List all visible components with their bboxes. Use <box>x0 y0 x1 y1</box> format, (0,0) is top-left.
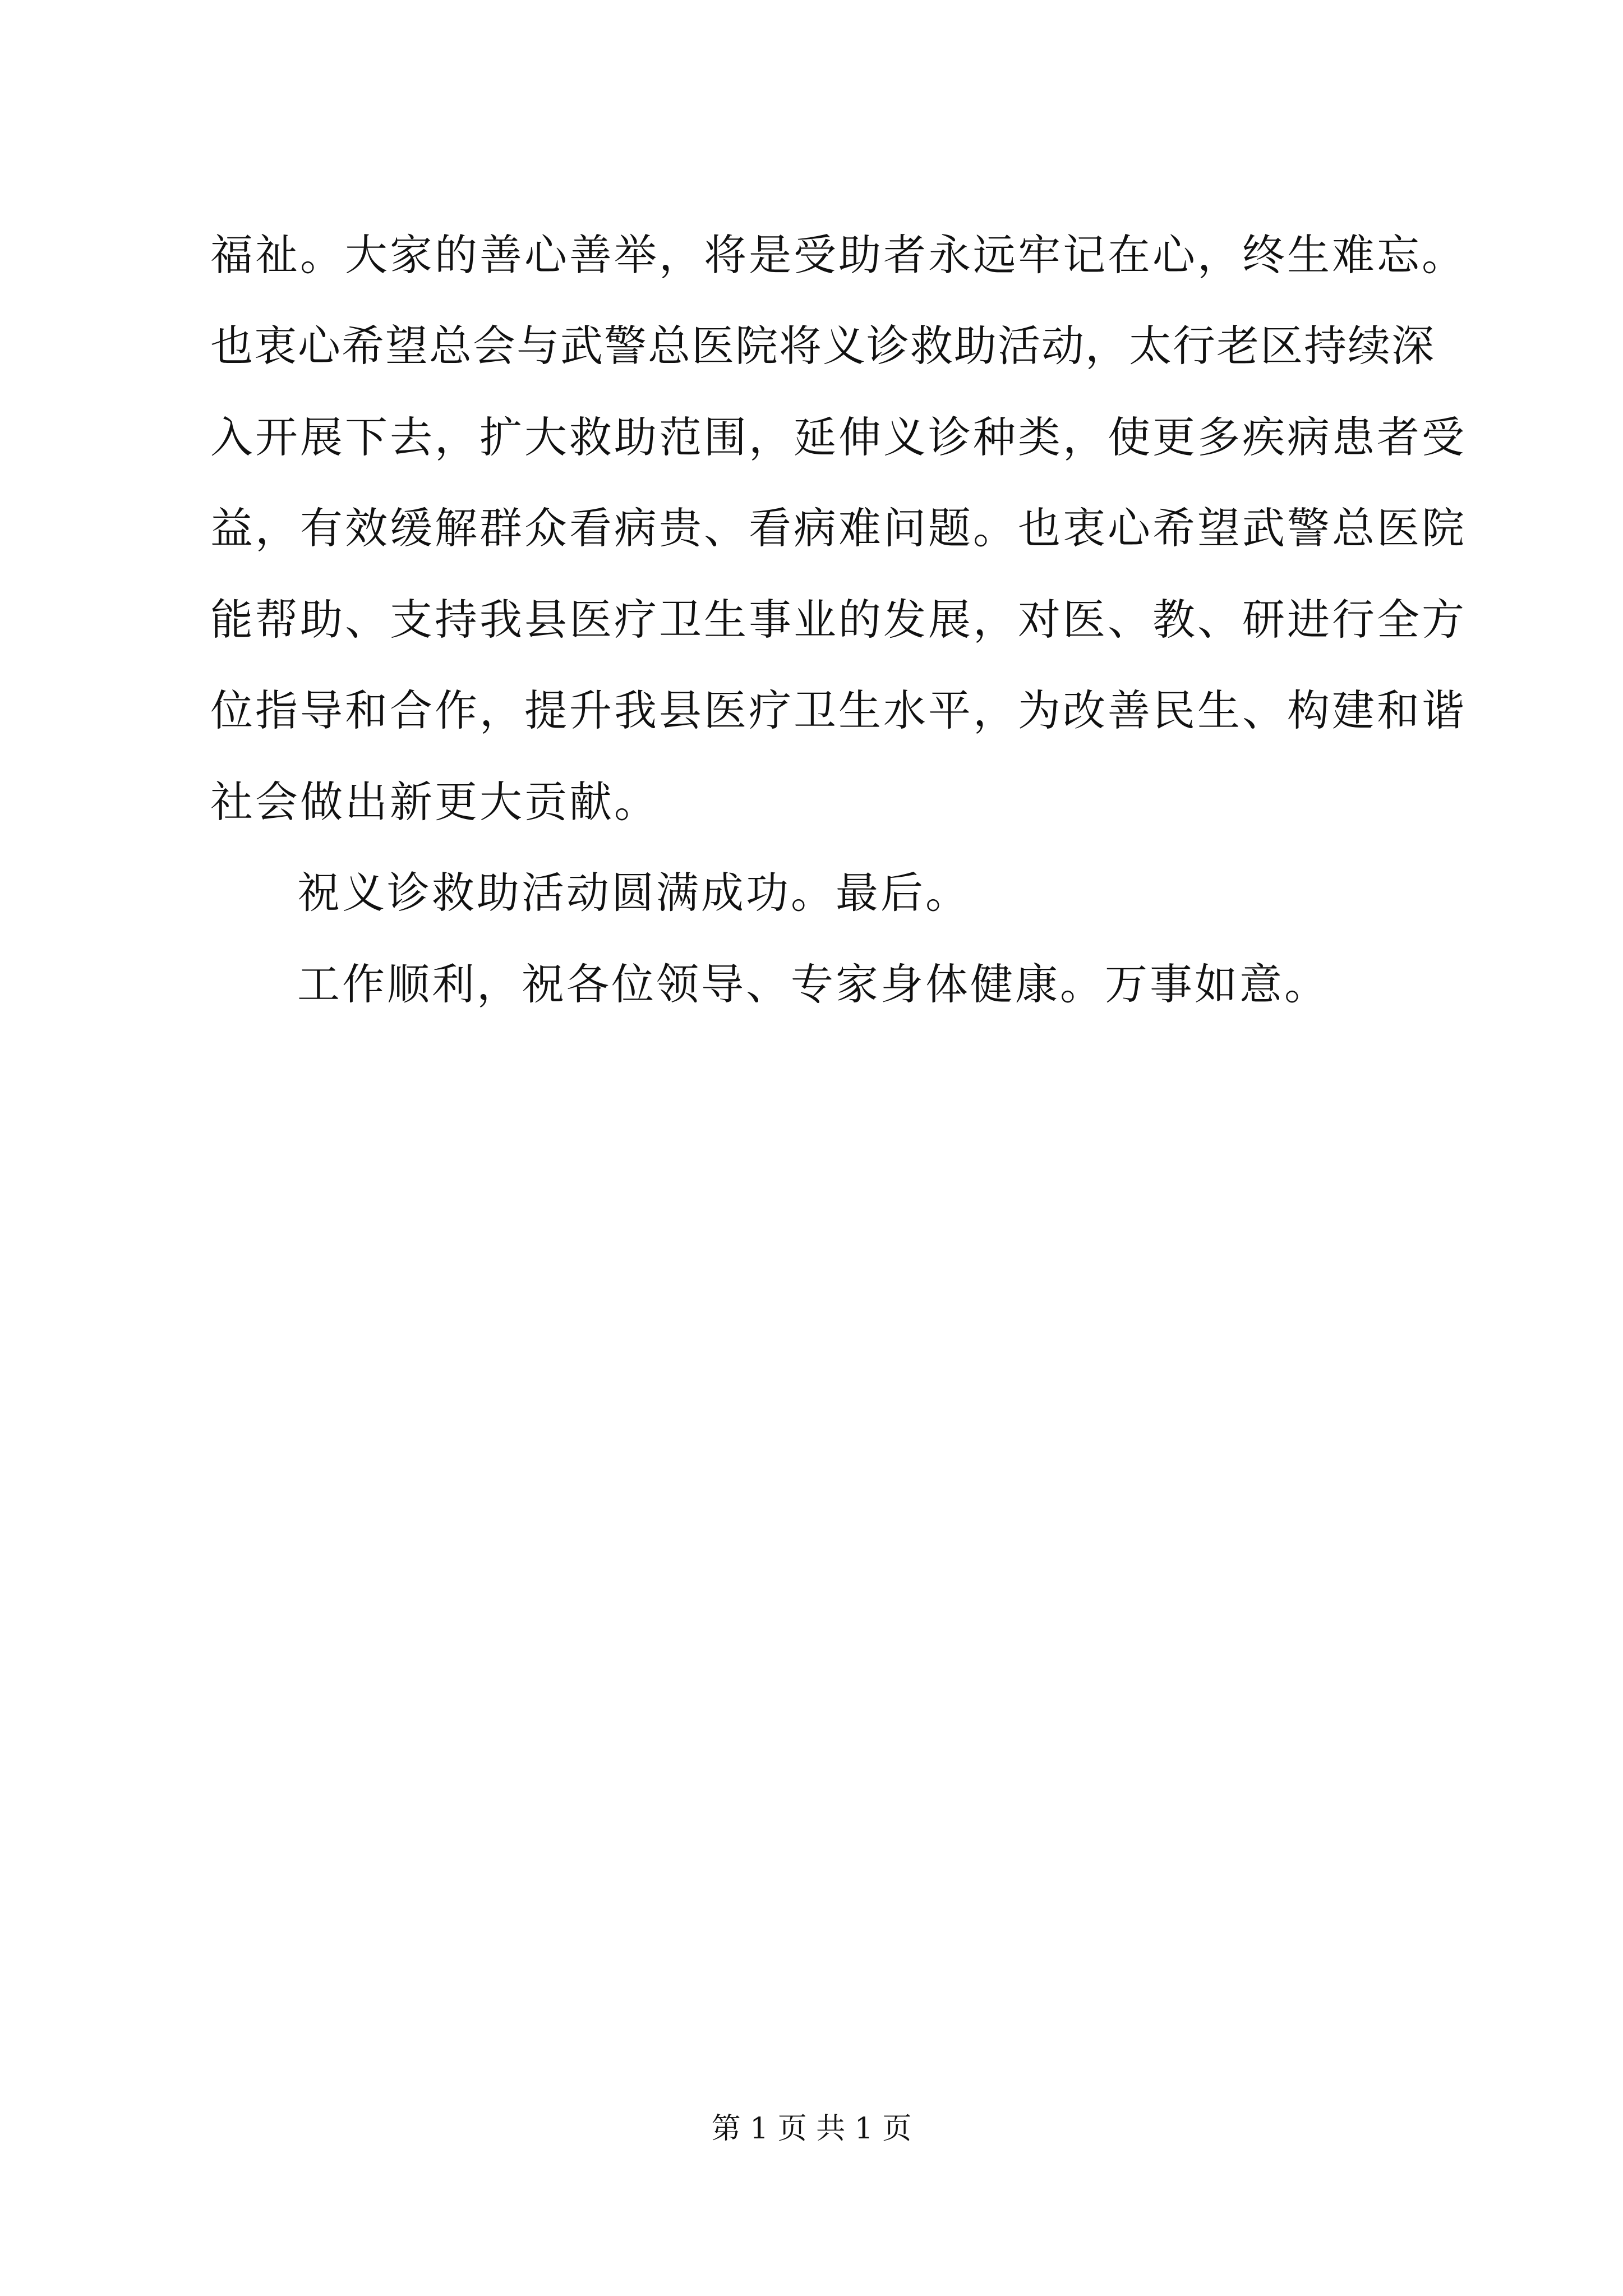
text-line: 也衷心希望总会与武警总医院将义诊救助活动，太行老区持续深 <box>210 321 1435 371</box>
page-number-footer: 第 1 页 共 1 页 <box>711 2112 912 2146</box>
text-line: 能帮助、支持我县医疗卫生事业的发展，对医、教、研进行全方 <box>210 595 1467 645</box>
text-line: 益，有效缓解群众看病贵、看病难问题。也衷心希望武警总医院 <box>210 503 1467 553</box>
paragraph-line: 祝义诊救助活动圆满成功。最后。 <box>297 868 970 918</box>
text-line: 入开展下去，扩大救助范围，延伸义诊种类，使更多疾病患者受 <box>210 412 1467 462</box>
text-line: 社会做出新更大贡献。 <box>210 777 659 827</box>
paragraph-line: 工作顺利，祝各位领导、专家身体健康。万事如意。 <box>297 959 1329 1009</box>
text-line: 位指导和合作，提升我县医疗卫生水平，为改善民生、构建和谐 <box>210 685 1467 735</box>
text-line: 福祉。大家的善心善举，将是受助者永远牢记在心，终生难忘。 <box>210 230 1467 280</box>
